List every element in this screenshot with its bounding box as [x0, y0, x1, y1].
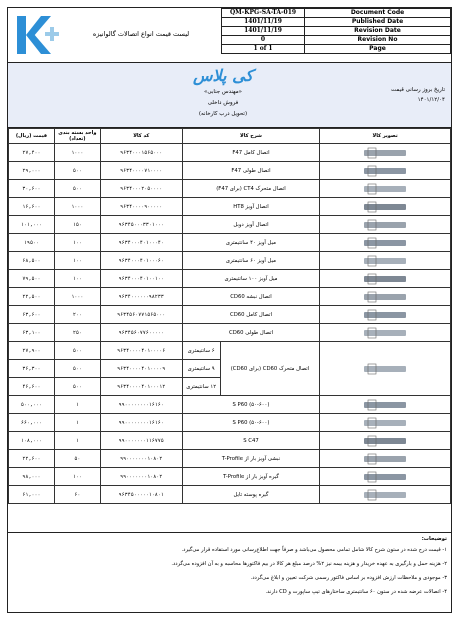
note-line: ۴- اتصالات عرضه شده در ستون ۶۰ سانتیمتری ساختارهای تیپ ساپورت و CD دارند.: [265, 589, 447, 595]
product-image: [360, 290, 410, 304]
price-cell: ۱۰۱,۰۰۰: [9, 216, 55, 234]
image-cell: [320, 396, 451, 414]
code-cell: ۹۶۳۴۰۰۰۰۴۰۱۰۰۰۱۲: [100, 378, 182, 396]
sub-desc-cell: ۹ سانتیمتری: [182, 360, 220, 378]
image-cell: [320, 414, 451, 432]
meta-value: 1401/11/19: [222, 18, 305, 27]
code-cell: ۹۹۰۰۰۰۰۰۰۱۱۶۷۷۵: [100, 432, 182, 450]
unit-cell: ۱۰۰: [54, 234, 100, 252]
unit-cell: ۱۰۰: [54, 270, 100, 288]
unit-cell: ۱: [54, 396, 100, 414]
unit-cell: ۲۰۰: [54, 306, 100, 324]
table-row: [9, 486, 451, 504]
meta-label: Document Code: [305, 9, 451, 18]
price-table: [8, 128, 451, 504]
kplus-logo: [11, 10, 61, 60]
code-cell: ۹۹۰۰۰۰۰۰۰۰۱۶۱۶۰: [100, 414, 182, 432]
code-cell: ۹۶۳۴۰۰۰۱۵۶۵۰۰۰: [100, 144, 182, 162]
product-image: [360, 236, 410, 250]
sub-desc-cell: ۱۲ سانتیمتری: [182, 378, 220, 396]
price-cell: ۳۶,۳۰۰: [9, 360, 55, 378]
image-cell: [320, 306, 451, 324]
table-row: [9, 270, 451, 288]
code-cell: ۹۶۳۴۰۰۰۲۰۵۰۰۰۰: [100, 180, 182, 198]
col-unit: واحد بسته بندی (تعداد): [54, 129, 100, 144]
col-desc: شرح کالا: [182, 129, 320, 144]
desc-cell: اتصال طولی F47: [182, 162, 320, 180]
image-cell: [320, 216, 451, 234]
desc-cell: اتصال متحرک CT4 (برای F47): [182, 180, 320, 198]
table-row: [9, 234, 451, 252]
code-cell: ۹۹۰۰۰۰۰۰۰۱۰۸۰۲: [100, 468, 182, 486]
update-date-value: ۱۴۰۱/۱۲/۰۴: [417, 97, 445, 103]
product-image: [360, 326, 410, 340]
desc-cell: گیره پوسته تایل: [182, 486, 320, 504]
price-list-page: [7, 7, 452, 613]
image-cell: [320, 162, 451, 180]
code-cell: ۹۶۳۴۰۰۰۰۴۰۱۰۰۰۰۶: [100, 342, 182, 360]
table-row: [9, 324, 451, 342]
price-cell: ۲۷,۹۰۰: [9, 342, 55, 360]
price-cell: ۶۳,۱۰۰: [9, 324, 55, 342]
unit-cell: ۱۰۰: [54, 252, 100, 270]
code-cell: ۹۶۳۴۰۰۰۰۷۱۰۰۰۰: [100, 162, 182, 180]
note-line: ۳- موجودی و ملاحظات ارزش افزوده بر اساس فاکتور رسمی شرکت تعیین و ابلاغ می‌گردد.: [250, 575, 447, 581]
meta-label: Revision No: [305, 36, 451, 45]
meta-label: Revision Date: [305, 27, 451, 36]
image-cell: [320, 198, 451, 216]
unit-cell: ۱۰۰۰: [54, 198, 100, 216]
desc-cell: میل آویز ۴۰ سانتیمتری: [182, 234, 320, 252]
desc-cell: اتصال آویز HT8: [182, 198, 320, 216]
table-row: [9, 468, 451, 486]
product-image: [360, 416, 410, 430]
unit-cell: ۵۰۰: [54, 162, 100, 180]
image-cell: [320, 180, 451, 198]
desc-cell: نبشی آویز بار از T-Profile: [182, 450, 320, 468]
desc-cell: S P60 (۵۰-۶۰۰): [182, 396, 320, 414]
product-image: [360, 218, 410, 232]
notes-section: [8, 532, 451, 612]
unit-cell: ۵۰: [54, 450, 100, 468]
table-row: [9, 162, 451, 180]
image-cell: [320, 288, 451, 306]
col-price: قیمت (ریال): [9, 129, 55, 144]
desc-cell: میل آویز ۶۰ سانتیمتری: [182, 252, 320, 270]
update-date-block: [355, 85, 445, 105]
code-cell: ۹۶۳۴۵۶۰۷۷۱۵۶۵۰۰۰: [100, 306, 182, 324]
unit-cell: ۱۰۰: [54, 468, 100, 486]
document-header: [8, 8, 451, 63]
table-row: [9, 396, 451, 414]
meta-label: Page: [305, 45, 451, 54]
desc-cell: اتصال طولی CD60: [182, 324, 320, 342]
code-cell: ۹۹۰۰۰۰۰۰۰۱۰۸۰۲: [100, 450, 182, 468]
code-cell: ۹۶۳۴۰۰۰۰۰۰۹۸۲۳۳: [100, 288, 182, 306]
code-cell: ۹۶۳۴۰۰۰۰۹۰۰۰۰۰: [100, 198, 182, 216]
image-cell: [320, 252, 451, 270]
product-image: [360, 434, 410, 448]
image-cell: [320, 432, 451, 450]
table-row: [9, 288, 451, 306]
price-cell: ۲۹,۰۰۰: [9, 162, 55, 180]
unit-cell: ۵۰۰: [54, 360, 100, 378]
sub-desc-cell: ۶ سانتیمتری: [182, 342, 220, 360]
group-desc-cell: اتصال متحرک CD60 (برای CD60): [220, 342, 320, 396]
note-line: ۲- هزینه حمل و بارگیری به عهده خریدار و هزینه بیمه نیز ۲% درصد مبلغ هر کالا در بیم فاکتورها محاسبه و به آن افزوده می‌گردد.: [171, 561, 447, 567]
contact-name: «مهندس جنابی»: [203, 89, 243, 95]
desc-cell: اتصال نبشه CD60: [182, 288, 320, 306]
code-cell: ۹۶۳۴۵۶۰۷۷۶۰۰۰۰۰: [100, 324, 182, 342]
unit-cell: ۵۰۰: [54, 342, 100, 360]
desc-cell: اتصال کامل CD60: [182, 306, 320, 324]
code-cell: ۹۶۳۴۰۰۰۴۰۱۰۰۱۰۰: [100, 270, 182, 288]
unit-cell: ۵۰۰: [54, 180, 100, 198]
unit-cell: ۲۵۰: [54, 324, 100, 342]
image-cell: [320, 324, 451, 342]
code-cell: ۹۶۳۴۵۰۰۰۳۳۰۱۰۰۰: [100, 216, 182, 234]
product-image: [360, 164, 410, 178]
image-cell: [320, 144, 451, 162]
meta-value: QM-KPG-SA-TA-019: [222, 9, 305, 18]
price-cell: ۷۹,۵۰۰: [9, 270, 55, 288]
image-cell: [320, 234, 451, 252]
table-row: [9, 306, 451, 324]
image-cell: [320, 450, 451, 468]
table-row: [9, 216, 451, 234]
desc-cell: S P60 (۵۰-۶۰۰): [182, 414, 320, 432]
brand-info: [158, 87, 288, 120]
desc-cell: اتصال آویز دوبل: [182, 216, 320, 234]
meta-value: 1401/11/19: [222, 27, 305, 36]
price-cell: ۵۰۰,۰۰۰: [9, 396, 55, 414]
meta-label: Published Date: [305, 18, 451, 27]
col-code: کد کالا: [100, 129, 182, 144]
price-cell: ۴۶,۶۰۰: [9, 378, 55, 396]
price-cell: ۶۱,۰۰۰: [9, 486, 55, 504]
unit-cell: ۱: [54, 414, 100, 432]
sale-type: فروش داخلی: [207, 100, 239, 106]
price-cell: ۱۶,۶۰۰: [9, 198, 55, 216]
image-cell: [320, 270, 451, 288]
note-line: ۱- قیمت درج شده در ستون شرح کالا شامل تمامی محصول می‌باشد و صرفاً جهت اطلاع‌رسانی مورد استفاده قرار می‌گیرد.: [181, 547, 447, 553]
notes-title: توضیحات:: [421, 536, 447, 542]
code-cell: ۹۶۳۴۵۰۰۰۰۰۱۰۸۰۱: [100, 486, 182, 504]
price-cell: ۳۰,۶۰۰: [9, 180, 55, 198]
price-cell: ۱۰۸,۰۰۰: [9, 432, 55, 450]
delivery-terms: (تحویل درب کارخانه): [198, 111, 248, 117]
table-row: [9, 342, 451, 360]
brand-banner: [8, 63, 451, 128]
desc-cell: اتصال کامل F47: [182, 144, 320, 162]
product-image: [360, 452, 410, 466]
product-image: [360, 398, 410, 412]
product-image: [360, 182, 410, 196]
table-row: [9, 144, 451, 162]
code-cell: ۹۶۳۴۰۰۰۴۰۱۰۰۰۶۰: [100, 252, 182, 270]
price-cell: ۲۷,۴۰۰: [9, 144, 55, 162]
brand-name: کی پلاس: [192, 66, 254, 85]
desc-cell: S C47: [182, 432, 320, 450]
code-cell: ۹۶۳۴۰۰۰۰۴۰۱۰۰۰۰۹: [100, 360, 182, 378]
table-row: [9, 450, 451, 468]
col-image: تصویر کالا: [320, 129, 451, 144]
price-cell: ۱۹۵۰۰: [9, 234, 55, 252]
image-cell: [320, 342, 451, 396]
product-image: [360, 272, 410, 286]
price-cell: ۲۲,۵۰۰: [9, 288, 55, 306]
document-title: لیست قیمت انواع اتصالات گالوانیزه: [92, 30, 190, 38]
unit-cell: ۶۰: [54, 486, 100, 504]
update-date-label: تاریخ بروز رسانی قیمت: [391, 87, 445, 93]
desc-cell: میل آویز ۱۰۰ سانتیمتری: [182, 270, 320, 288]
image-cell: [320, 486, 451, 504]
price-cell: ۶۳,۶۰۰: [9, 306, 55, 324]
product-image: [360, 308, 410, 322]
meta-value: 1 of 1: [222, 45, 305, 54]
product-image: [360, 488, 410, 502]
product-image: [360, 254, 410, 268]
code-cell: ۹۹۰۰۰۰۰۰۰۰۱۶۱۶۰: [100, 396, 182, 414]
product-image: [360, 200, 410, 214]
product-image: [360, 146, 410, 160]
price-cell: ۶۸,۵۰۰: [9, 252, 55, 270]
unit-cell: ۱: [54, 432, 100, 450]
table-row: [9, 180, 451, 198]
code-cell: ۹۶۳۴۰۰۰۴۰۱۰۰۰۴۰: [100, 234, 182, 252]
unit-cell: ۵۰۰: [54, 378, 100, 396]
price-cell: ۹۸,۰۰۰: [9, 468, 55, 486]
unit-cell: ۱۰۰۰: [54, 144, 100, 162]
image-cell: [320, 468, 451, 486]
table-row: [9, 252, 451, 270]
table-row: [9, 414, 451, 432]
price-cell: ۲۲,۶۰۰: [9, 450, 55, 468]
product-image: [360, 362, 410, 376]
unit-cell: ۱۵۰: [54, 216, 100, 234]
document-meta-table: [221, 8, 451, 54]
product-image: [360, 470, 410, 484]
desc-cell: گیره آویز بار از T-Profile: [182, 468, 320, 486]
price-cell: ۶۶۰,۰۰۰: [9, 414, 55, 432]
table-row: [9, 432, 451, 450]
meta-value: 0: [222, 36, 305, 45]
unit-cell: ۱۰۰۰: [54, 288, 100, 306]
table-row: [9, 198, 451, 216]
